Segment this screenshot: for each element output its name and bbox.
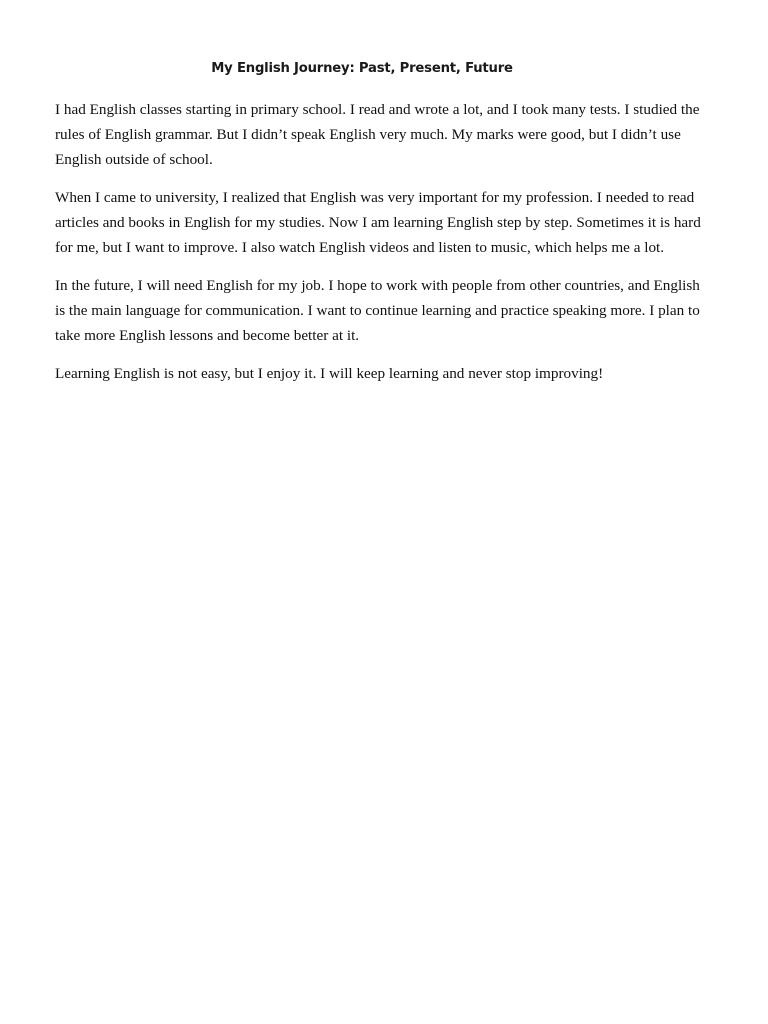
document-title: My English Journey: Past, Present, Future <box>211 61 513 76</box>
paragraph-past: I had English classes starting in primary school. I read and wrote a lot, and I took many tests. I studied the rules of English grammar. But I didn’t speak English very much. My marks were good, but I didn’t use English outside of school. <box>55 101 700 168</box>
paragraph-present: When I came to university, I realized that English was very important for my profession. I needed to read articles and books in English for my studies. Now I am learning English step by step. Sometimes it is hard for me, but I want to improve. I also watch English videos and listen to music, which helps me a lot. <box>55 189 701 256</box>
document-body <box>55 97 710 399</box>
paragraph-future: In the future, I will need English for my job. I hope to work with people from other countries, and English is the main language for communication. I want to continue learning and practice speaking more. I plan to take more English lessons and become better at it. <box>55 277 700 344</box>
paragraph-conclusion: Learning English is not easy, but I enjoy it. I will keep learning and never stop improving! <box>55 365 604 382</box>
